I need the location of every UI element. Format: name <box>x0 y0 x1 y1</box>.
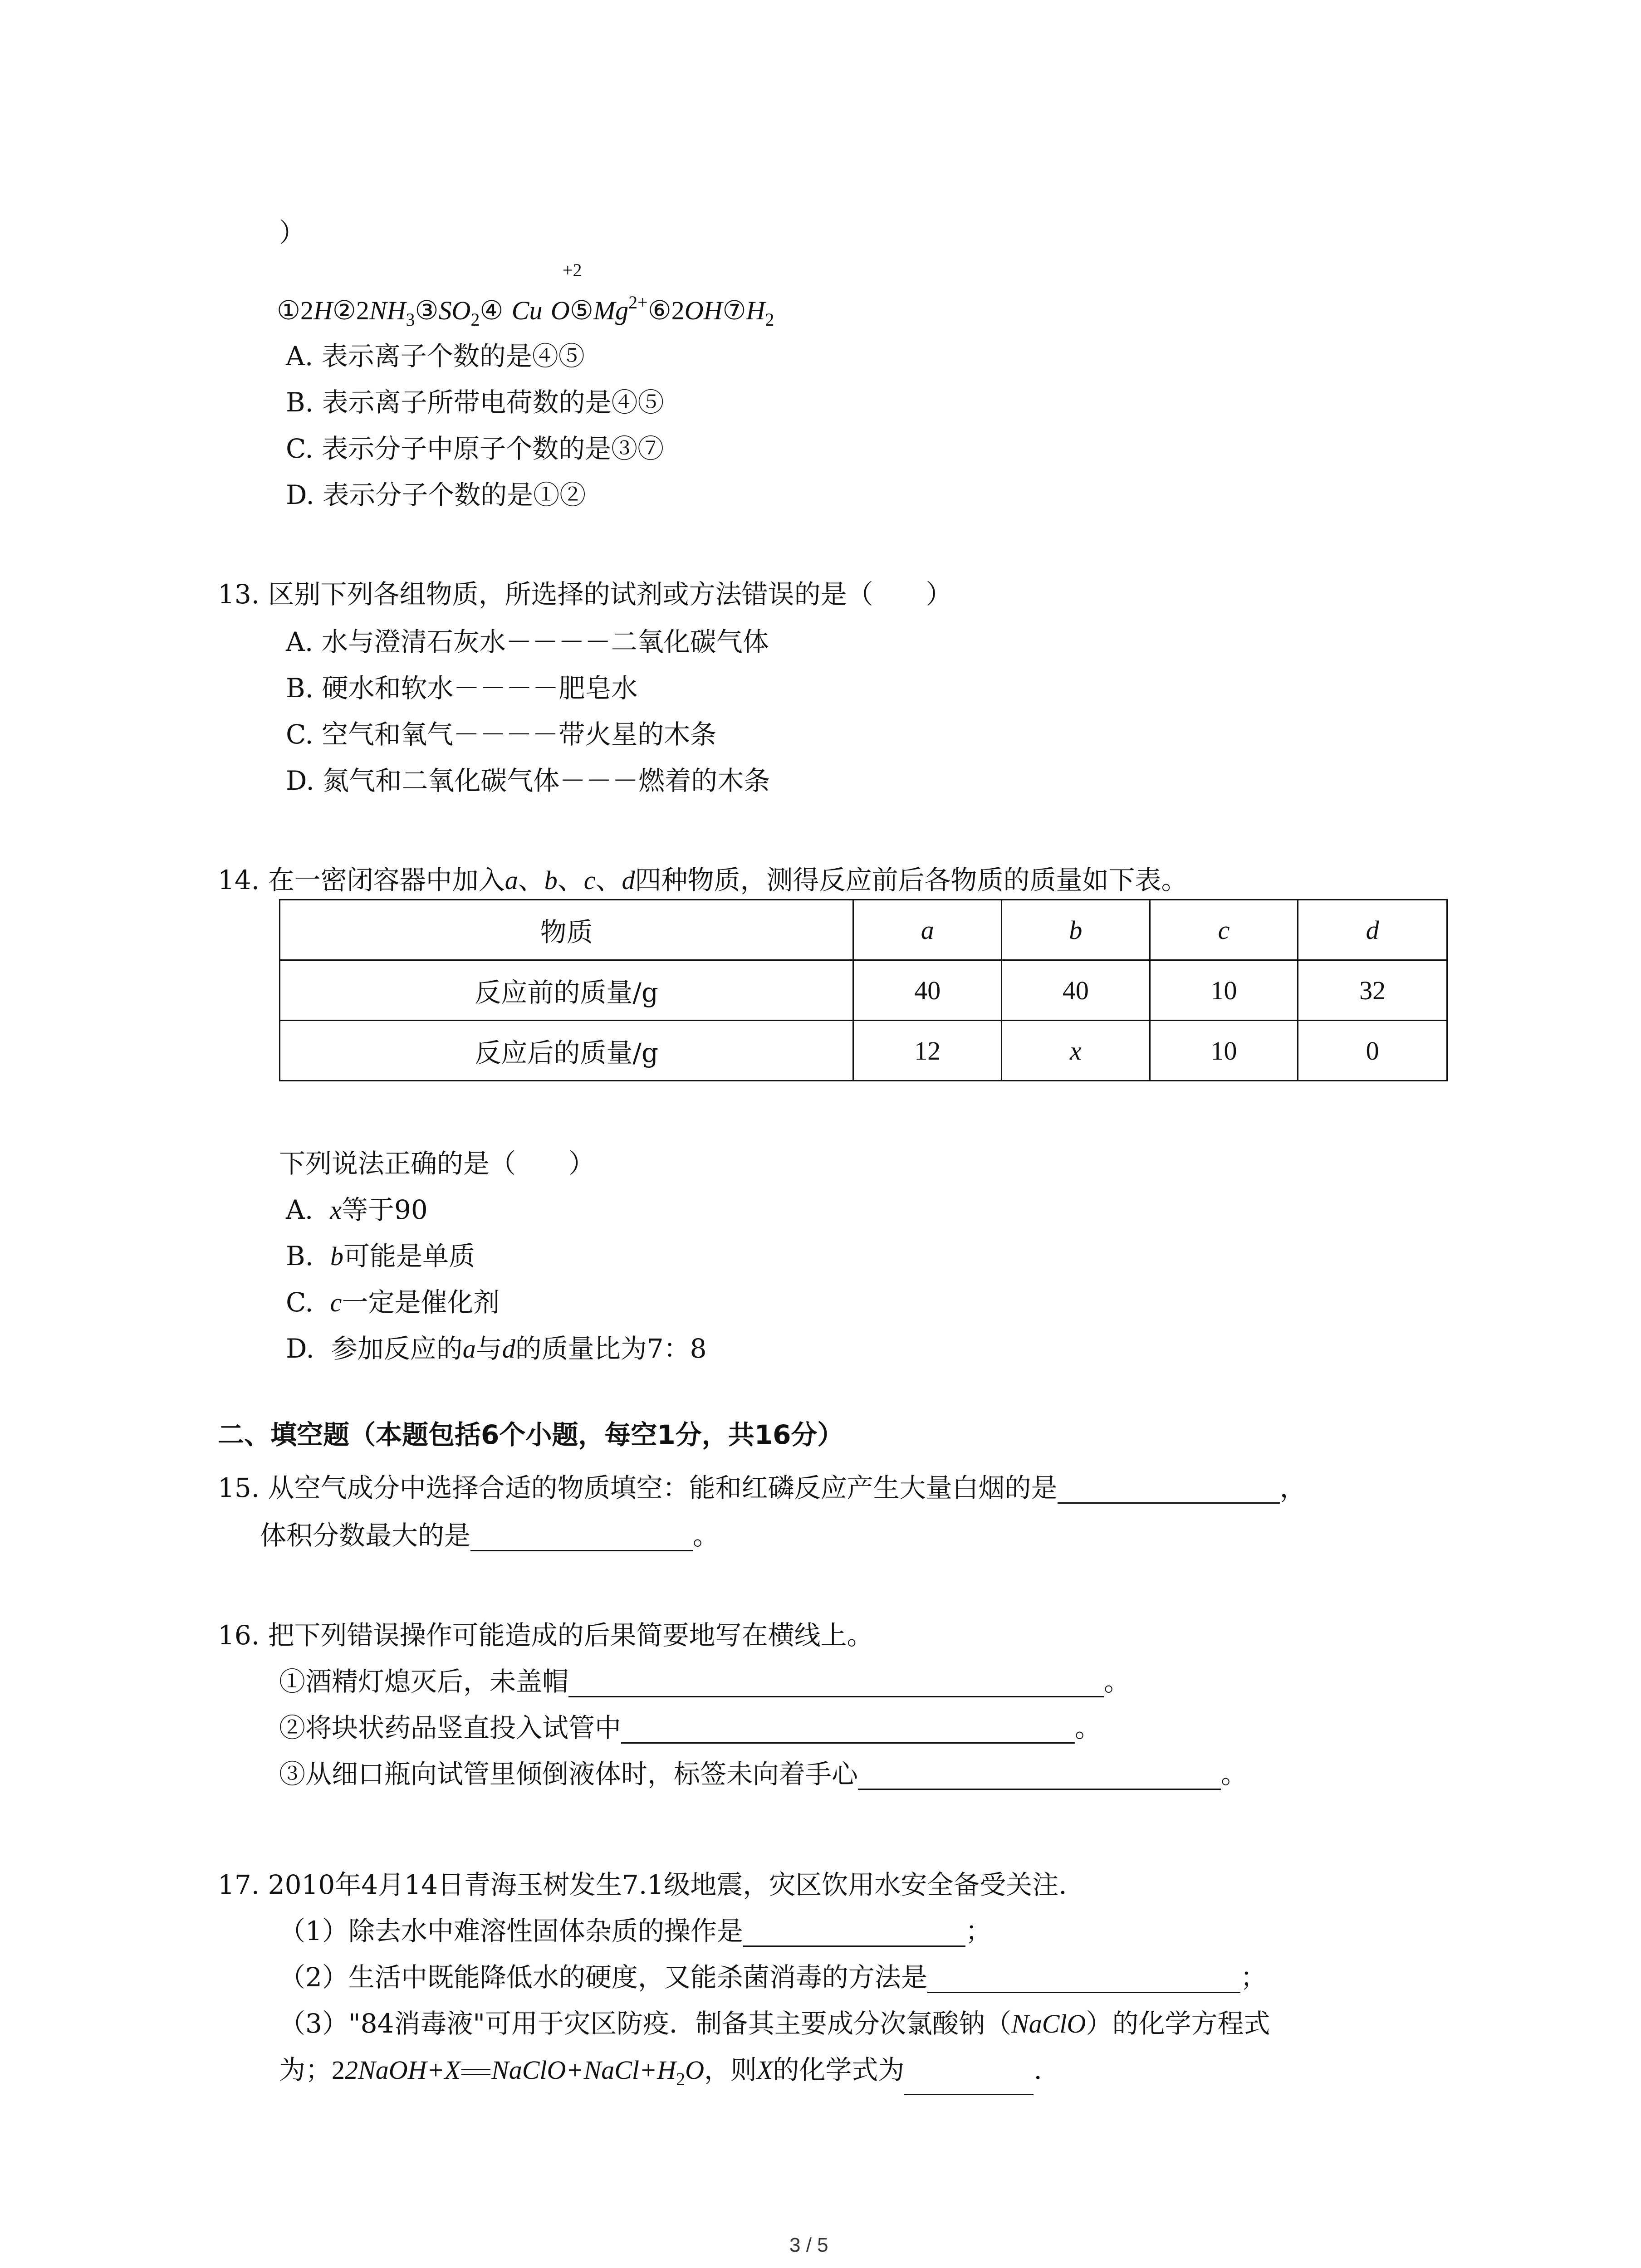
table-header-cell: 物质 <box>280 900 853 960</box>
answer-blank[interactable] <box>568 1671 1104 1697</box>
symbol-4: ④ Cu O <box>480 295 570 326</box>
table-header-cell: a <box>853 900 1002 960</box>
q14-prompt: 下列说法正确的是（ ） <box>279 1148 595 1179</box>
symbol-3: $③SO_2$ <box>415 295 480 330</box>
symbol-2: $②2NH_3$ <box>332 295 415 330</box>
q17-part-2: （2）生活中既能降低水的硬度，又能杀菌消毒的方法是 ； <box>279 1962 1267 1993</box>
table-cell: 0 <box>1298 1021 1447 1081</box>
answer-blank[interactable] <box>858 1763 1221 1790</box>
table-row <box>280 960 1447 1021</box>
section-title: 二、填空题（本题包括6个小题，每空1分，共16分） <box>218 1419 844 1450</box>
q16-item-3: ③从细口瓶向试管里倾倒液体时，标签未向着手心 。 <box>279 1759 1248 1789</box>
table-cell: 40 <box>853 960 1002 1021</box>
answer-blank[interactable] <box>904 2068 1034 2095</box>
table-header-cell: b <box>1002 900 1150 960</box>
table-row-label: 反应后的质量/g <box>280 1021 853 1081</box>
table-cell: 10 <box>1150 960 1298 1021</box>
answer-blank[interactable] <box>621 1717 1075 1744</box>
q14-stem: 14. 在一密闭容器中加入a、b、c、d四种物质，测得反应前后各物质的质量如下表。 <box>218 865 1188 895</box>
q16-stem: 16. 把下列错误操作可能造成的后果简要地写在横线上。 <box>218 1620 873 1651</box>
q15-line-1: 15. 从空气成分中选择合适的物质填空：能和红磷反应产生大量白烟的是 ， <box>218 1472 1306 1503</box>
q13-option-c: C. 空气和氧气－－－－带火星的木条 <box>286 719 717 750</box>
symbol-7: $⑦H_2$ <box>722 295 774 330</box>
table-cell: x <box>1002 1021 1150 1081</box>
table-cell: 40 <box>1002 960 1150 1021</box>
q14-mass-table <box>279 899 1448 1081</box>
table-cell: 32 <box>1298 960 1447 1021</box>
q17-part-3: （3）"84消毒液"可用于灾区防疫．制备其主要成分次氯酸钠（NaClO）的化学方程式 <box>279 2008 1270 2039</box>
table-header-cell: d <box>1298 900 1447 960</box>
q13-option-d: D. 氮气和二氧化碳气体－－－燃着的木条 <box>286 765 770 796</box>
q17-stem: 17. 2010年4月14日青海玉树发生7.1级地震，灾区饮用水安全备受关注. <box>218 1869 1067 1900</box>
q13-option-b: B. 硬水和软水－－－－肥皂水 <box>286 673 638 704</box>
q16-item-1: ①酒精灯熄灭后，未盖帽 。 <box>279 1666 1131 1697</box>
equation-equals-icon <box>461 2069 490 2075</box>
q12-option-c: C. 表示分子中原子个数的是③⑦ <box>286 433 664 464</box>
table-row-label: 反应前的质量/g <box>280 960 853 1021</box>
answer-blank[interactable] <box>470 1525 693 1551</box>
q12-charge-label: +2 <box>563 260 582 280</box>
symbol-1: ①2H <box>277 295 333 326</box>
q12-option-d: D. 表示分子个数的是①② <box>286 479 586 510</box>
q14-option-b: B. b可能是单质 <box>286 1241 475 1271</box>
q17-part-4: 为；22NaOH+X $NaClO+NaCl+H_2O$，则X的化学式为 . <box>279 2054 1042 2095</box>
table-row <box>280 1021 1447 1081</box>
table-cell: 12 <box>853 1021 1002 1081</box>
answer-blank[interactable] <box>927 1966 1240 1993</box>
q12-symbols <box>277 287 774 336</box>
q13-stem: 13. 区别下列各组物质，所选择的试剂或方法错误的是（ ） <box>218 579 952 610</box>
q12-closing-paren: ） <box>279 217 306 248</box>
table-header-row <box>280 900 1447 960</box>
page-number: 3 / 5 <box>789 2234 828 2256</box>
q16-item-2: ②将块状药品竖直投入试管中 。 <box>279 1712 1102 1743</box>
q15-line-2: 体积分数最大的是 。 <box>260 1520 720 1551</box>
answer-blank[interactable] <box>1058 1477 1280 1504</box>
q14-option-c: C. c一定是催化剂 <box>286 1287 500 1318</box>
q12-option-b: B. 表示离子所带电荷数的是④⑤ <box>286 387 664 418</box>
table-cell: 10 <box>1150 1021 1298 1081</box>
q13-option-a: A. 水与澄清石灰水－－－－二氧化碳气体 <box>286 626 769 657</box>
symbol-6: ⑥2OH <box>647 295 723 326</box>
q12-option-a: A. 表示离子个数的是④⑤ <box>286 341 585 371</box>
table-header-cell: c <box>1150 900 1298 960</box>
symbol-5: $⑤Mg^{2+}$ <box>569 292 648 326</box>
answer-blank[interactable] <box>743 1920 965 1947</box>
q14-option-a: A. x等于90 <box>286 1194 428 1225</box>
q17-part-1: （1）除去水中难溶性固体杂质的操作是 ； <box>279 1916 992 1946</box>
q14-option-d: D. 参加反应的a与d的质量比为7：8 <box>286 1333 707 1364</box>
